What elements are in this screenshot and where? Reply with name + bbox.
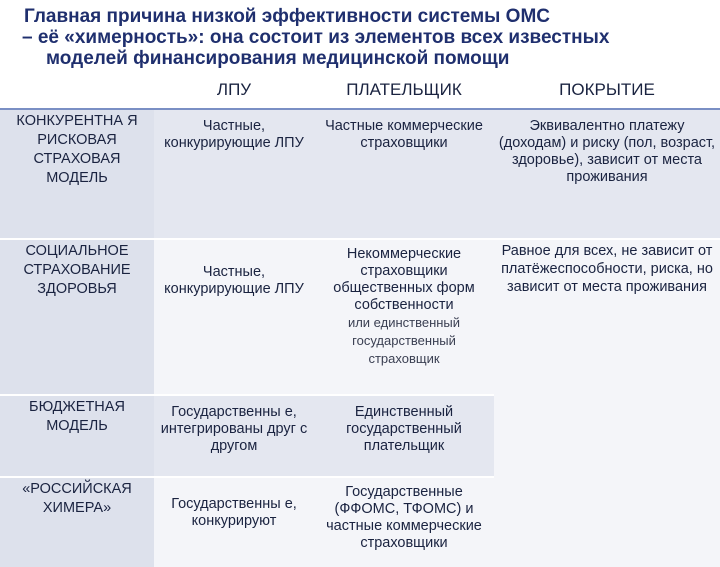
header-lpu: ЛПУ bbox=[154, 78, 314, 109]
payer-cell: Частные коммерческие страховщики bbox=[314, 109, 494, 239]
title-line-1: Главная причина низкой эффективности системы ОМС bbox=[24, 6, 550, 27]
table-header-row bbox=[0, 78, 720, 109]
coverage-cell: Эквивалентно платежу (доходам) и риску (пол, возраст, здоровье), зависит от места проживания bbox=[494, 109, 720, 239]
payer-cell bbox=[314, 239, 494, 395]
models-table bbox=[0, 78, 720, 567]
payer-main: Некоммерческие страховщики общественных форм собственности bbox=[333, 246, 475, 313]
payer-sub: или единственный государственный страховщик bbox=[347, 315, 461, 366]
header-payer: ПЛАТЕЛЬЩИК bbox=[314, 78, 494, 109]
title-line-2: – её «химерность»: она состоит из элементов всех известных bbox=[22, 27, 610, 48]
title-line-3: моделей финансирования медицинской помощи bbox=[46, 48, 510, 69]
slide-title bbox=[22, 6, 712, 69]
payer-cell: Государственные (ФФОМС, ТФОМС) и частные коммерческие страховщики bbox=[314, 477, 494, 567]
header-coverage: ПОКРЫТИЕ bbox=[494, 78, 720, 109]
header-empty-cell bbox=[0, 78, 154, 109]
lpu-cell: Государственны е, интегрированы друг с другом bbox=[154, 395, 314, 477]
lpu-cell: Частные, конкурирующие ЛПУ bbox=[154, 239, 314, 395]
table-row bbox=[0, 109, 720, 239]
model-name: СОЦИАЛЬНОЕ СТРАХОВАНИЕ ЗДОРОВЬЯ bbox=[0, 239, 154, 395]
lpu-cell: Государственны е, конкурируют bbox=[154, 477, 314, 567]
model-name: «РОССИЙСКАЯ ХИМЕРА» bbox=[0, 477, 154, 567]
payer-cell: Единственный государственный плательщик bbox=[314, 395, 494, 477]
model-name: БЮДЖЕТНАЯ МОДЕЛЬ bbox=[0, 395, 154, 477]
model-name: КОНКУРЕНТНА Я РИСКОВАЯ СТРАХОВАЯ МОДЕЛЬ bbox=[0, 109, 154, 239]
table-row bbox=[0, 239, 720, 395]
lpu-cell: Частные, конкурирующие ЛПУ bbox=[154, 109, 314, 239]
coverage-merged-cell: Равное для всех, не зависит от платёжеспособности, риска, но зависит от места проживания bbox=[494, 239, 720, 567]
